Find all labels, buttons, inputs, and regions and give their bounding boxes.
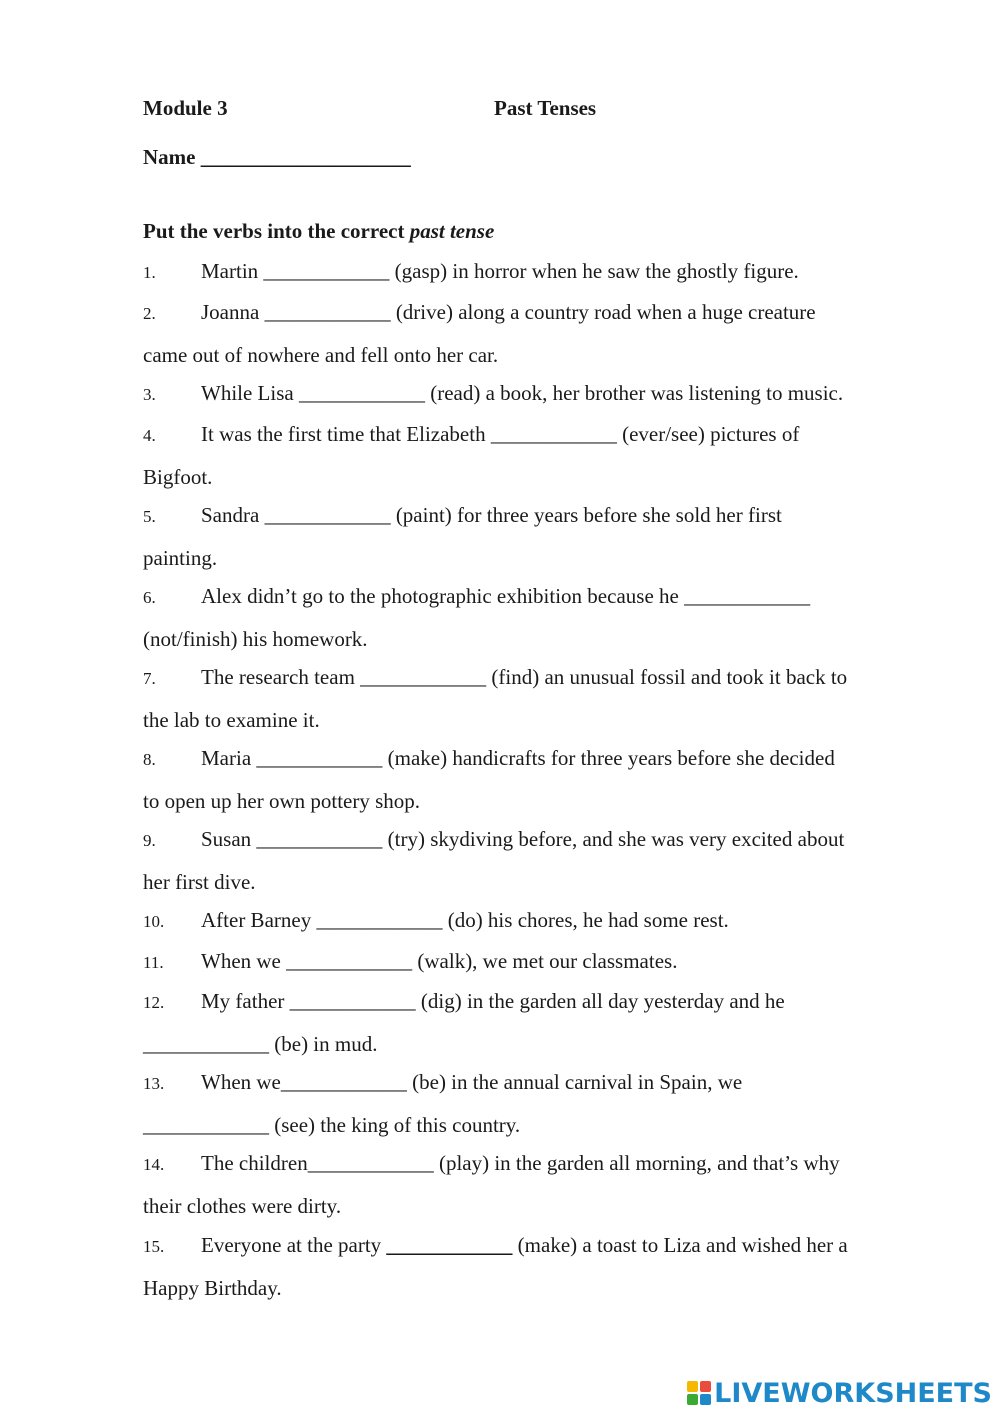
question-number: 4. <box>143 426 156 445</box>
question-number: 15. <box>143 1237 165 1256</box>
brand-name: LIVEWORKSHEETS <box>714 1377 992 1409</box>
question-number: 7. <box>143 669 156 688</box>
question-text[interactable]: Joanna ____________ (drive) along a country road when a huge creature <box>201 300 816 324</box>
answer-blank[interactable]: ____________ <box>386 1233 513 1257</box>
question-number: 5. <box>143 507 156 526</box>
question-text[interactable]: The children____________ (play) in the garden all morning, and that’s why <box>201 1151 840 1175</box>
question-text[interactable]: Susan ____________ (try) skydiving before, and she was very excited about <box>201 827 845 851</box>
question-continuation: Bigfoot. <box>143 464 213 489</box>
question-number: 10. <box>143 912 165 931</box>
question-continuation[interactable]: ____________ (be) in mud. <box>143 1031 378 1056</box>
question-4 <box>143 414 933 497</box>
question-number: 13. <box>143 1074 165 1093</box>
question-number: 12. <box>143 993 165 1012</box>
question-continuation: their clothes were dirty. <box>143 1193 342 1218</box>
question-8 <box>143 738 933 821</box>
question-number: 2. <box>143 304 156 323</box>
question-6 <box>143 576 933 659</box>
question-continuation: to open up her own pottery shop. <box>143 788 421 813</box>
question-14 <box>143 1143 933 1226</box>
topic-title: Past Tenses <box>494 96 597 120</box>
question-3 <box>143 373 933 416</box>
question-15 <box>143 1225 933 1308</box>
question-text[interactable]: Alex didn’t go to the photographic exhibition because he ____________ <box>201 584 811 608</box>
question-text[interactable]: When we ____________ (walk), we met our classmates. <box>201 949 678 973</box>
instruction <box>143 219 494 244</box>
question-7 <box>143 657 933 740</box>
question-continuation: the lab to examine it. <box>143 707 320 732</box>
question-continuation: (not/finish) his homework. <box>143 626 368 651</box>
instruction-emphasis: past tense <box>409 219 495 243</box>
instruction-text: Put the verbs into the correct <box>143 219 410 243</box>
question-1 <box>143 251 933 294</box>
question-number: 14. <box>143 1155 165 1174</box>
question-number: 11. <box>143 953 164 972</box>
liveworksheets-logo[interactable] <box>687 1376 992 1410</box>
question-2 <box>143 292 933 375</box>
question-continuation: came out of nowhere and fell onto her car. <box>143 342 499 367</box>
question-5 <box>143 495 933 578</box>
question-number: 6. <box>143 588 156 607</box>
question-number: 1. <box>143 263 156 282</box>
question-text[interactable]: My father ____________ (dig) in the garden all day yesterday and he <box>201 989 785 1013</box>
question-text[interactable]: When we____________ (be) in the annual carnival in Spain, we <box>201 1070 743 1094</box>
question-10 <box>143 900 933 943</box>
question-continuation: painting. <box>143 545 218 570</box>
question-text[interactable]: It was the first time that Elizabeth ____________ (ever/see) pictures of <box>201 422 800 446</box>
question-11 <box>143 941 933 984</box>
question-number: 8. <box>143 750 156 769</box>
name-field[interactable]: Name ____________________ <box>143 145 411 169</box>
question-text[interactable]: After Barney ____________ (do) his chores, he had some rest. <box>201 908 729 932</box>
question-text[interactable]: Martin ____________ (gasp) in horror when he saw the ghostly figure. <box>201 259 799 283</box>
question-continuation: Happy Birthday. <box>143 1275 282 1300</box>
question-9 <box>143 819 933 902</box>
module-label: Module 3 <box>143 96 228 120</box>
question-text-end: (make) a toast to Liza and wished her a <box>512 1233 848 1257</box>
question-text-start: Everyone at the party <box>201 1233 387 1257</box>
question-text[interactable]: The research team ____________ (find) an unusual fossil and took it back to <box>201 665 848 689</box>
question-text[interactable]: Sandra ____________ (paint) for three years before she sold her first <box>201 503 782 527</box>
question-12 <box>143 981 933 1064</box>
question-text[interactable]: Maria ____________ (make) handicrafts for three years before she decided <box>201 746 835 770</box>
question-number: 9. <box>143 831 156 850</box>
question-text[interactable]: While Lisa ____________ (read) a book, her brother was listening to music. <box>201 381 844 405</box>
question-continuation: her first dive. <box>143 869 256 894</box>
question-continuation[interactable]: ____________ (see) the king of this country. <box>143 1112 521 1137</box>
question-13 <box>143 1062 933 1145</box>
liveworksheets-logo-icon <box>687 1381 711 1405</box>
question-number: 3. <box>143 385 156 404</box>
